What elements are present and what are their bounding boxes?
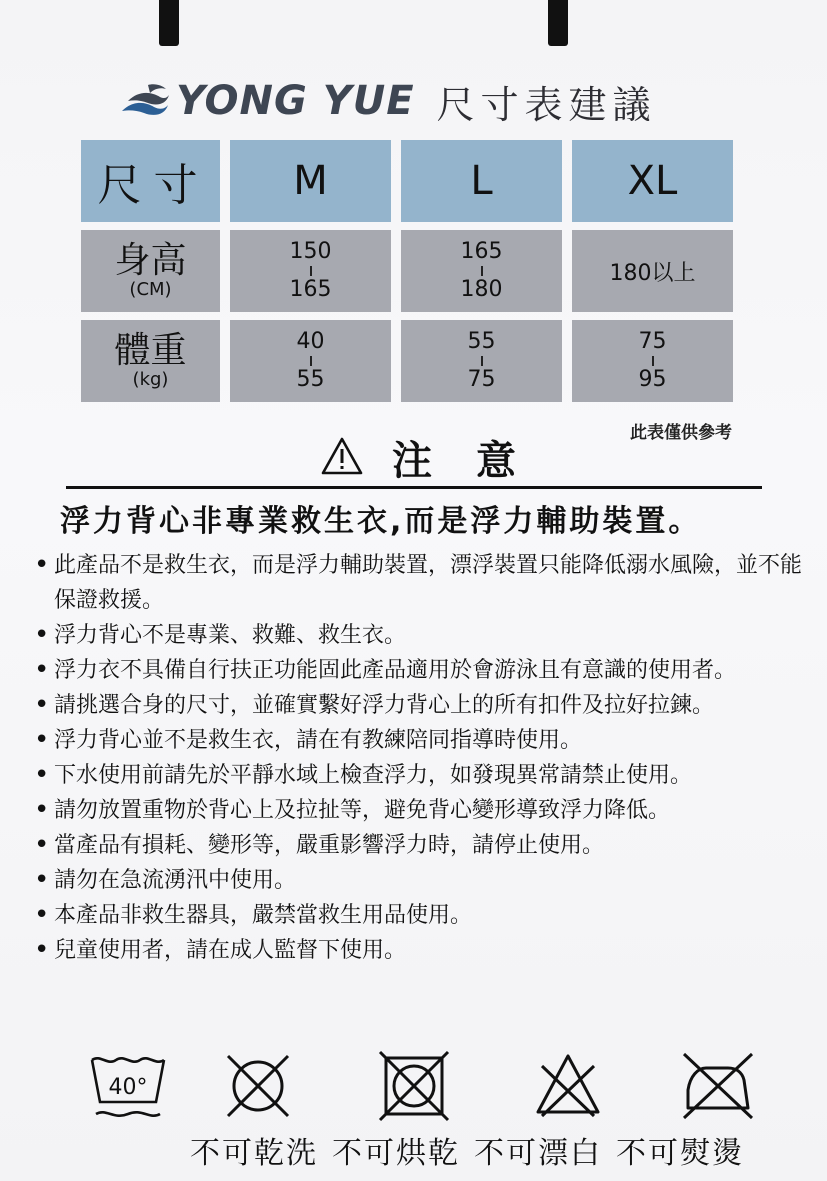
height-xl-value: 180以上: [609, 260, 696, 286]
size-table-header-row: [81, 140, 733, 222]
range-tick: [310, 266, 312, 276]
care-label-no-bleach: 不可漂白: [474, 1136, 602, 1171]
caution-list: [30, 548, 820, 968]
weight-label: 體重: [114, 330, 187, 371]
height-unit: (CM): [129, 279, 172, 300]
weight-l-to: 75: [467, 367, 496, 392]
caution-heading: [320, 432, 560, 482]
wash-40-icon: [88, 1050, 168, 1122]
height-label-cell: [81, 230, 220, 312]
weight-xl-from: 75: [638, 329, 667, 354]
height-m-to: 165: [289, 277, 332, 302]
height-xl-cell: [572, 230, 733, 312]
brand-name: YONG YUE: [176, 78, 415, 124]
weight-unit: (kg): [132, 369, 169, 390]
care-symbols: [88, 1050, 758, 1122]
range-tick: [481, 266, 483, 276]
height-l-to: 180: [460, 277, 503, 302]
weight-xl-cell: [572, 320, 733, 402]
range-tick: [652, 356, 654, 366]
size-m-header: M: [230, 140, 391, 222]
height-m-cell: [230, 230, 391, 312]
list-item: • 本產品非救生器具，嚴禁當救生用品使用。: [30, 898, 820, 933]
weight-m-to: 55: [296, 367, 325, 392]
weight-m-cell: [230, 320, 391, 402]
care-labels: [190, 1128, 790, 1172]
list-item: • 請勿放置重物於背心上及拉扯等，避免背心變形導致浮力降低。: [30, 793, 820, 828]
weight-label-cell: [81, 320, 220, 402]
height-label: 身高: [114, 240, 187, 281]
care-label-no-iron: 不可熨燙: [616, 1136, 744, 1171]
range-tick: [310, 356, 312, 366]
no-iron-icon: [678, 1050, 758, 1122]
wash-temp: 40°: [108, 1075, 148, 1100]
warning-triangle-icon: [320, 435, 364, 479]
bag-strap-left: [159, 0, 179, 46]
no-tumble-dry-icon: [374, 1050, 454, 1122]
size-l-header: L: [401, 140, 562, 222]
height-row: [81, 230, 733, 312]
size-table-corner: 尺寸: [81, 140, 220, 222]
weight-l-from: 55: [467, 329, 496, 354]
list-item: • 浮力背心不是專業、救難、救生衣。: [30, 618, 820, 653]
headline: 浮力背心非專業救生衣,而是浮力輔助裝置。: [60, 504, 702, 539]
list-item: • 下水使用前請先於平靜水域上檢查浮力，如發現異常請禁止使用。: [30, 758, 820, 793]
size-xl-header: XL: [572, 140, 733, 222]
reference-note: 此表僅供參考: [630, 423, 732, 443]
weight-l-cell: [401, 320, 562, 402]
caution-title: 注意: [392, 437, 560, 484]
height-m-from: 150: [289, 239, 332, 264]
range-tick: [481, 356, 483, 366]
no-dry-clean-icon: [218, 1050, 298, 1122]
page-title: 尺寸表建議: [436, 82, 657, 127]
weight-m-from: 40: [296, 329, 325, 354]
list-item: • 兒童使用者，請在成人監督下使用。: [30, 933, 820, 968]
care-label-no-tumble-dry: 不可烘乾: [332, 1136, 460, 1171]
care-label-no-dry-clean: 不可乾洗: [190, 1136, 318, 1171]
bag-strap-right: [548, 0, 568, 46]
list-item: • 浮力衣不具備自行扶正功能固此產品適用於會游泳且有意識的使用者。: [30, 653, 820, 688]
divider: [66, 486, 762, 489]
height-l-cell: [401, 230, 562, 312]
list-item: • 當產品有損耗、變形等，嚴重影響浮力時，請停止使用。: [30, 828, 820, 863]
size-table: [81, 140, 733, 410]
list-item: • 請挑選合身的尺寸，並確實繫好浮力背心上的所有扣件及拉好拉鍊。: [30, 688, 820, 723]
no-bleach-icon: [528, 1050, 608, 1122]
height-l-from: 165: [460, 239, 503, 264]
header: [118, 78, 718, 127]
list-item: • 請勿在急流湧汛中使用。: [30, 863, 820, 898]
weight-xl-to: 95: [638, 367, 667, 392]
list-item: • 此產品不是救生衣，而是浮力輔助裝置，漂浮裝置只能降低溺水風險，並不能保證救援。: [30, 548, 820, 618]
wave-logo-icon: [118, 81, 170, 121]
weight-row: [81, 320, 733, 402]
list-item: • 浮力背心並不是救生衣，請在有教練陪同指導時使用。: [30, 723, 820, 758]
